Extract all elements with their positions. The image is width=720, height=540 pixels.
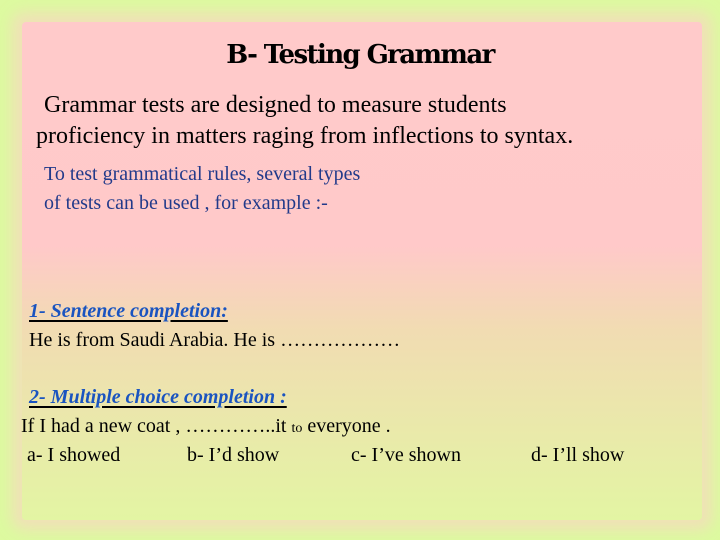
slide-title: B- Testing Grammar <box>226 40 494 70</box>
intro-paragraph <box>36 90 696 152</box>
note-line-2: of tests can be used , for example :- <box>44 192 328 214</box>
section-2-sentence <box>21 415 391 438</box>
option-d: d- I’ll show <box>531 444 625 466</box>
intro-line-2: proficiency in matters raging from inflections to syntax. <box>36 123 574 149</box>
intro-line-1: Grammar tests are designed to measure students <box>44 92 507 118</box>
sentence-end: everyone . <box>302 415 391 437</box>
option-a: a- I showed <box>27 444 121 466</box>
note-paragraph <box>44 160 464 218</box>
note-line-1: To test grammatical rules, several types <box>44 163 361 185</box>
option-b: b- I’d show <box>187 444 280 466</box>
section-2-heading: 2- Multiple choice completion : <box>29 386 287 408</box>
sentence-small-word: to <box>291 421 303 436</box>
section-1-sentence: He is from Saudi Arabia. He is ……………… <box>29 329 401 351</box>
sentence-start: If I had a new coat , …………..it <box>21 415 292 437</box>
section-1-heading: 1- Sentence completion: <box>29 300 228 322</box>
option-c: c- I’ve shown <box>351 444 461 466</box>
